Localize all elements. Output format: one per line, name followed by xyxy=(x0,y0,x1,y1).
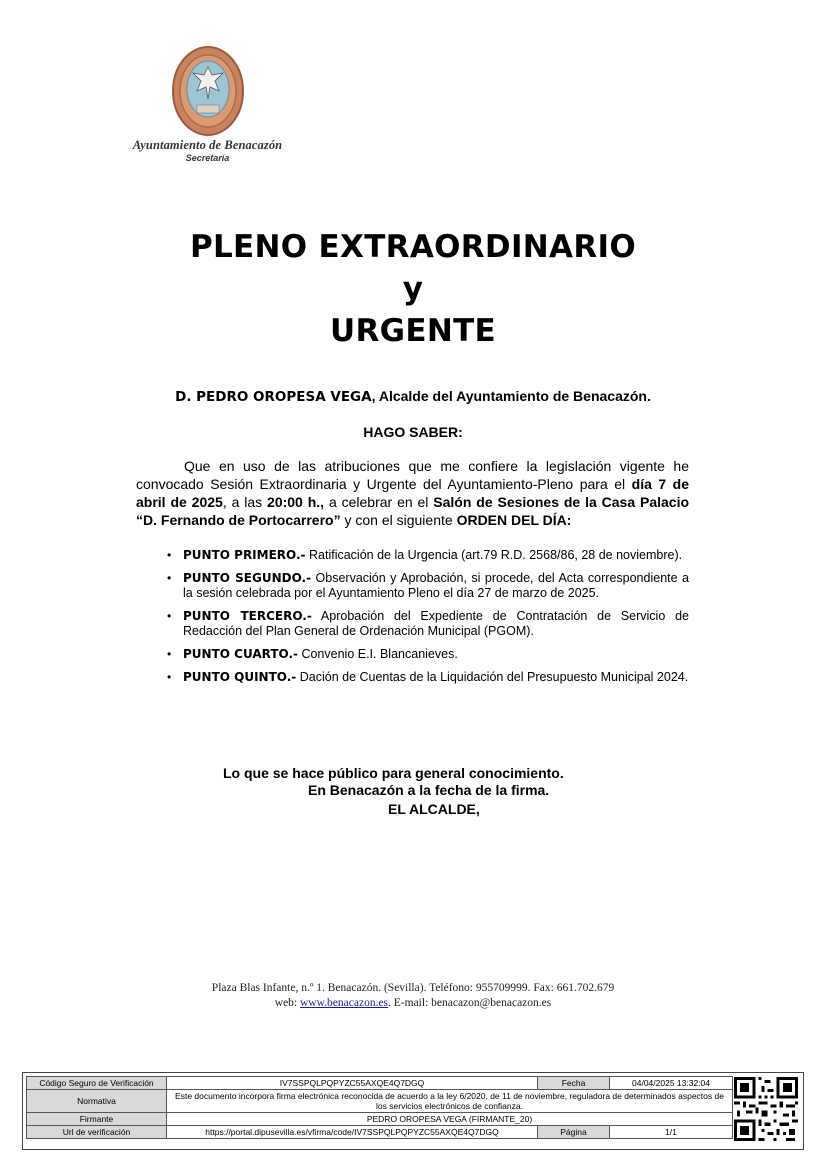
agenda-item-text: Convenio E.I. Blancanieves. xyxy=(297,647,458,661)
agenda-item-text: Ratificación de la Urgencia (art.79 R.D. 2568/86, 28 de noviembre). xyxy=(305,548,683,562)
page-label: Página xyxy=(538,1126,610,1139)
meeting-time: 20:00 h., xyxy=(267,494,325,510)
date-label: Fecha xyxy=(538,1077,610,1090)
municipal-seal-icon xyxy=(171,45,245,137)
agenda-item xyxy=(165,670,689,685)
bullet-icon: • xyxy=(167,571,172,585)
csv-value: IV7SSPQLPQPYZC55AXQE4Q7DGQ xyxy=(167,1077,538,1090)
email-text: . E-mail: benacazon@benacazon.es xyxy=(388,997,552,1009)
issuer-name: D. PEDRO OROPESA VEGA xyxy=(175,389,372,405)
agenda-item-text: Aprobación del Expediente de Contratación de Servicio de Redacción del Plan General de Ordenación Municipal (PGOM). xyxy=(183,609,689,638)
signature-table xyxy=(26,1076,733,1139)
closing-place-date: En Benacazón a la fecha de la firma. xyxy=(308,782,550,798)
date-value: 04/04/2025 13:32:04 xyxy=(610,1077,733,1090)
meeting-venue: Salón de Sesiones de la Casa Palacio “D. Fernando de Portocarrero” xyxy=(136,494,690,528)
paragraph-text: a celebrar en el xyxy=(324,494,434,510)
agenda-item-text: Dación de Cuentas de la Liquidación del Presupuesto Municipal 2024. xyxy=(296,670,689,684)
bullet-icon: • xyxy=(167,609,172,623)
qr-code-icon[interactable] xyxy=(734,1077,798,1141)
paragraph-text: , a las xyxy=(222,494,268,510)
agenda-item-label: PUNTO TERCERO.- xyxy=(183,609,312,623)
department-name: Secretaría xyxy=(185,153,230,163)
bullet-icon: • xyxy=(167,548,172,562)
agenda-item xyxy=(165,609,689,639)
document-title-line-1: PLENO EXTRAORDINARIO xyxy=(189,229,636,265)
closing-signer-title: EL ALCALDE, xyxy=(388,801,480,817)
normativa-text: Este documento incorpora firma electrónica reconocida de acuerdo a la ley 6/2020, de 11 de noviembre, reguladora de determinados aspectos de los servicios electrónicos de confianza. xyxy=(167,1090,733,1113)
bullet-icon: • xyxy=(167,647,172,661)
letterhead xyxy=(110,40,305,163)
footer-address: Plaza Blas Infante, n.º 1. Benacazón. (Sevilla). Teléfono: 955709999. Fax: 661.702.679 xyxy=(211,982,615,994)
paragraph-text: y con el siguiente xyxy=(340,512,457,528)
organization-name: Ayuntamiento de Benacazón xyxy=(132,138,283,152)
agenda-item xyxy=(165,548,689,563)
csv-label: Código Seguro de Verificación xyxy=(27,1077,167,1090)
page-number: 1/1 xyxy=(610,1126,733,1139)
agenda-item-label: PUNTO QUINTO.- xyxy=(183,670,297,684)
hago-saber-heading: HAGO SABER: xyxy=(363,424,463,440)
issuer-line xyxy=(0,388,826,405)
signer-value: PEDRO OROPESA VEGA (FIRMANTE_20) xyxy=(167,1113,733,1126)
agenda-item xyxy=(165,647,689,662)
meeting-date: día 7 de abril de 2025 xyxy=(136,476,689,510)
footer-address-block xyxy=(0,981,826,1011)
website-link[interactable]: www.benacazon.es xyxy=(300,997,389,1009)
agenda-item-label: PUNTO SEGUNDO.- xyxy=(183,571,312,585)
agenda-item-text: Observación y Aprobación, si procede, del Acta correspondiente a la sesión celebrada por el Ayuntamiento Pleno el día 27 de marzo de 2025. xyxy=(183,571,689,600)
web-prefix: web: xyxy=(274,997,300,1009)
agenda-list xyxy=(165,548,689,693)
convocation-paragraph xyxy=(136,457,689,529)
verification-url[interactable]: https://portal.dipusevilla.es/vfirma/code/IV7SSPQLPQPYZC55AXQE4Q7DGQ xyxy=(167,1126,538,1139)
document-title-line-2: y xyxy=(402,271,424,307)
footer-contact xyxy=(0,996,826,1011)
paragraph-text: Que en uso de las atribuciones que me confiere la legislación vigente he convocado Sesión Extraordinaria y Urgente del Ayuntamiento-Pleno para el xyxy=(136,458,689,492)
closing-public-notice: Lo que se hace público para general conocimiento. xyxy=(223,765,564,781)
normativa-label: Normativa xyxy=(27,1090,167,1113)
agenda-item-label: PUNTO PRIMERO.- xyxy=(183,548,306,562)
issuer-role: , Alcalde del Ayuntamiento de Benacazón. xyxy=(371,388,651,404)
electronic-signature-box xyxy=(22,1072,804,1150)
verification-url-label: Url de verificación xyxy=(27,1126,167,1139)
agenda-heading: ORDEN DEL DÍA: xyxy=(456,512,572,528)
document-title-line-3: URGENTE xyxy=(329,313,497,349)
agenda-item xyxy=(165,571,689,601)
signer-label: Firmante xyxy=(27,1113,167,1126)
agenda-item-label: PUNTO CUARTO.- xyxy=(183,647,298,661)
bullet-icon: • xyxy=(167,670,172,684)
